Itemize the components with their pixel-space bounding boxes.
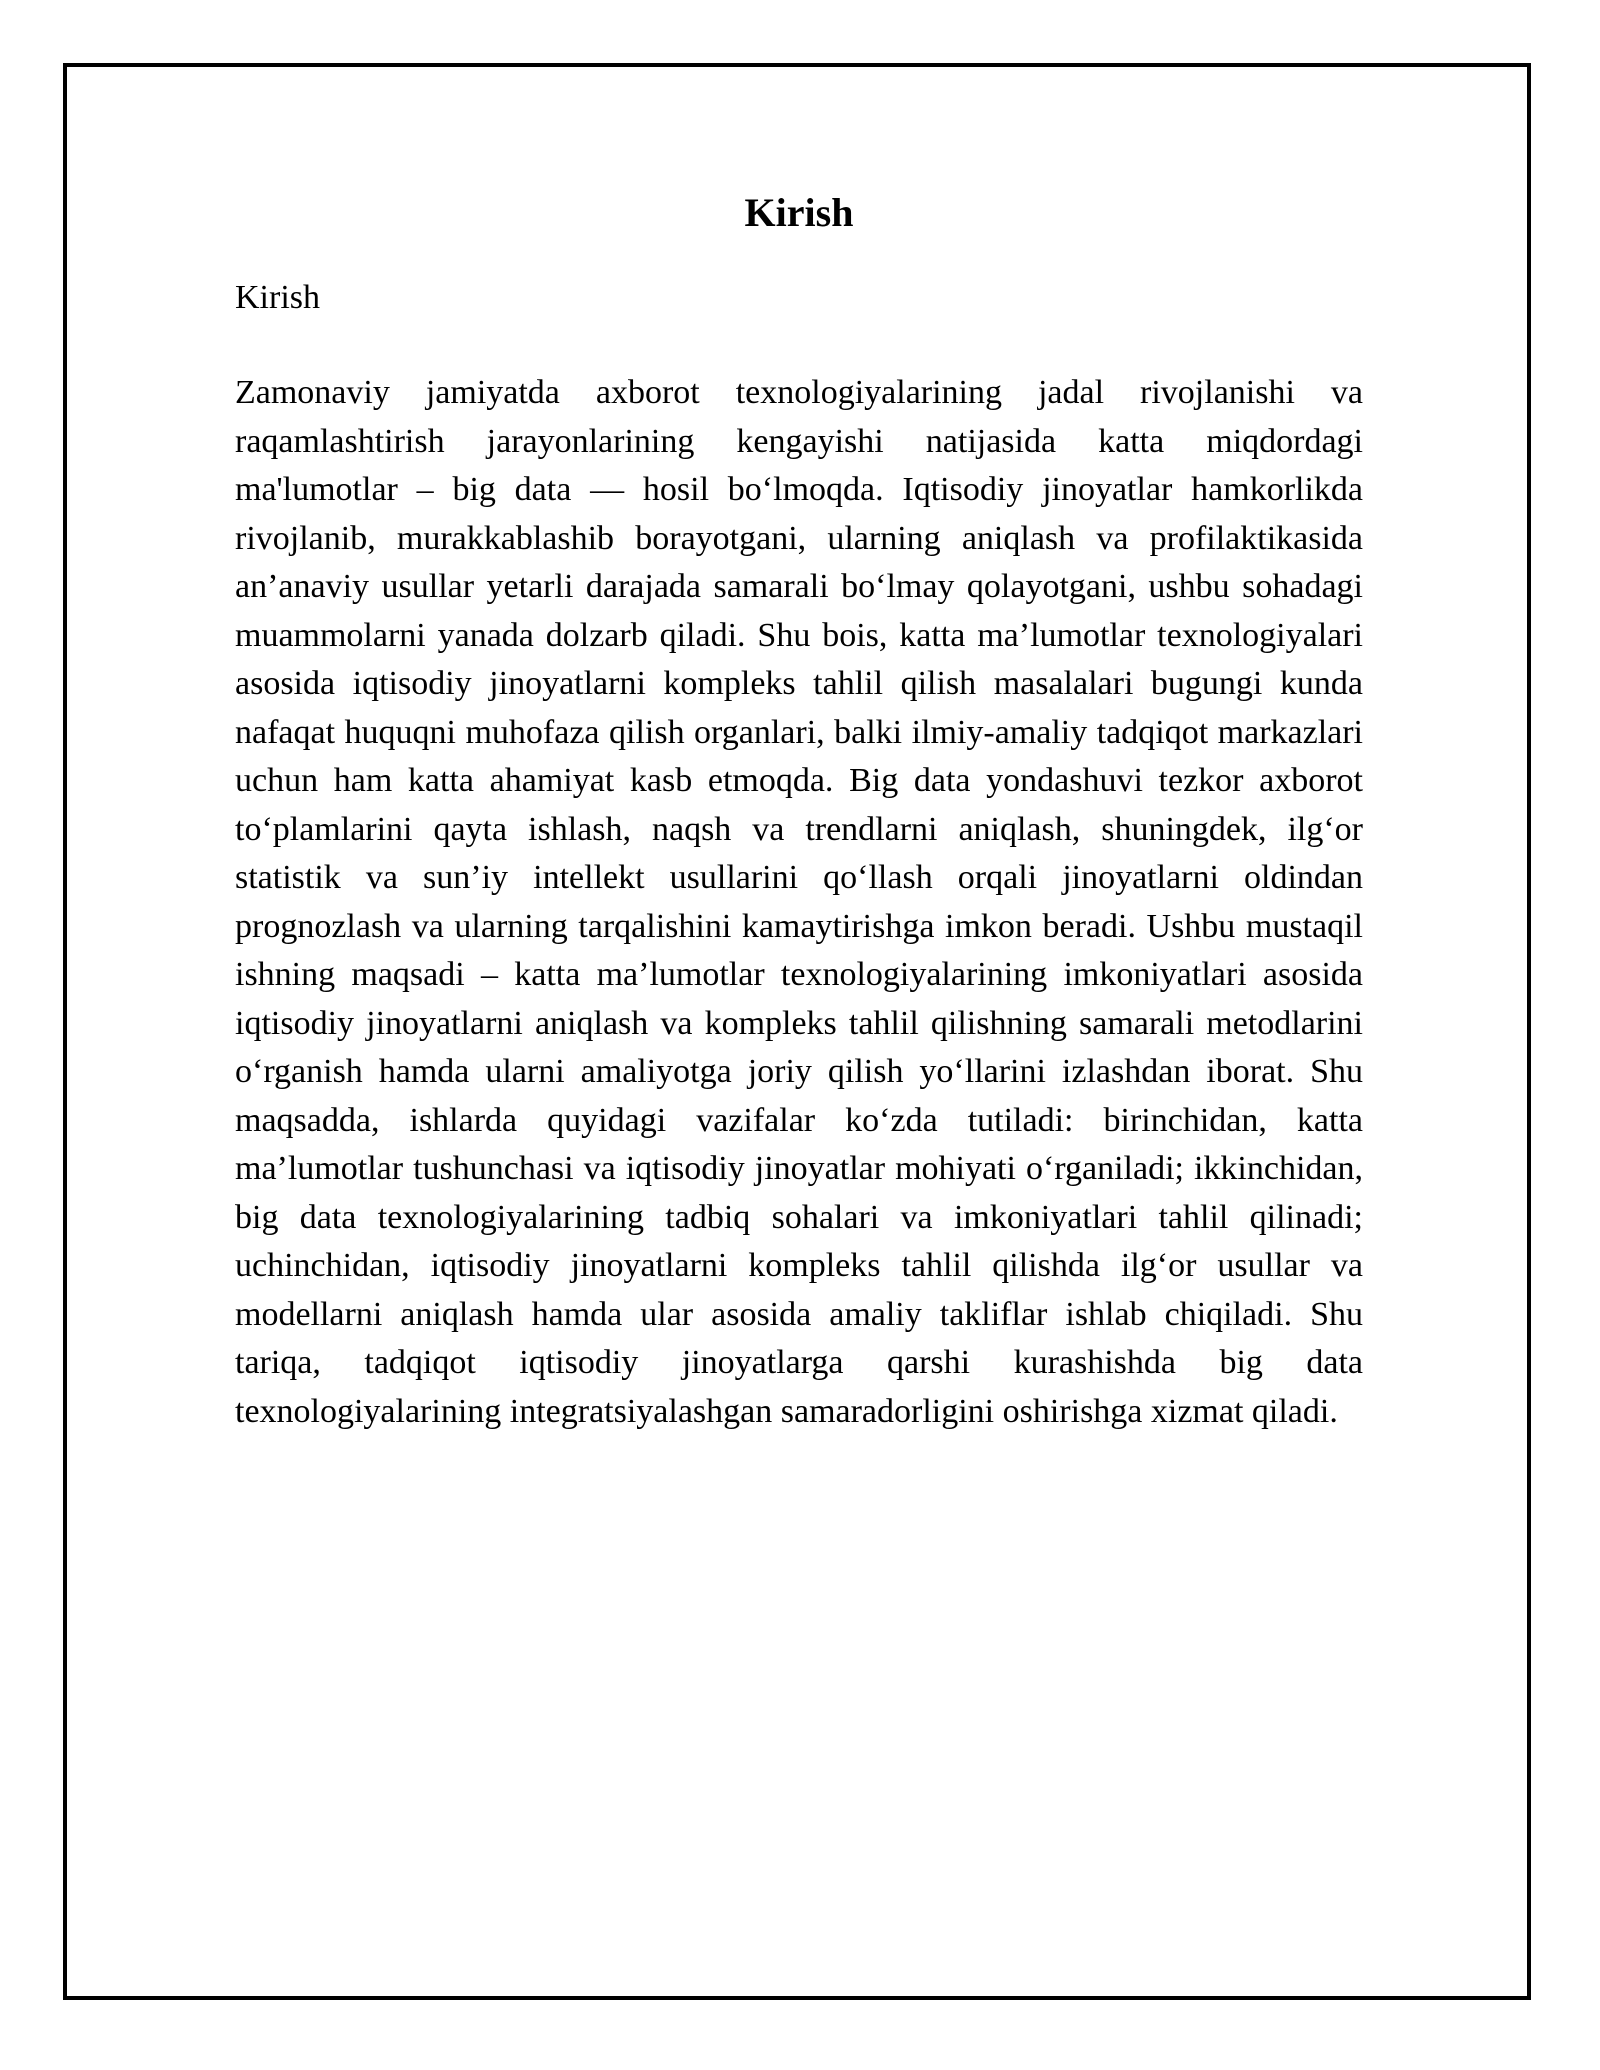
page-title: Kirish [744, 190, 854, 235]
section-heading: Kirish [235, 279, 320, 316]
body-paragraph: Zamonaviy jamiyatda axborot texnologiyalarining jadal rivojlanishi va raqamlashtirish jarayonlarining kengayishi natijasida katta miqdordagi ma'lumotlar – big data — hosil bo‘lmoqda. Iqtisodiy jinoyatlar hamkorlikda rivojlanib, murakkablashib borayotgani, ularning aniqlash va profilaktikasida an’anaviy usullar yetarli darajada samarali bo‘lmay qolayotgani, ushbu sohadagi muammolarni yanada dolzarb qiladi. Shu bois, katta ma’lumotlar texnologiyalari asosida iqtisodiy jinoyatlarni kompleks tahlil qilish masalalari bugungi kunda nafaqat huquqni muhofaza qilish organlari, balki ilmiy-amaliy tadqiqot markazlari uchun ham katta ahamiyat kasb etmoqda. Big data yondashuvi tezkor axborot to‘plamlarini qayta ishlash, naqsh va trendlarni aniqlash, shuningdek, ilg‘or statistik va sun’iy intellekt usullarini qo‘llash orqali jinoyatlarni oldindan prognozlash va ularning tarqalishini kamaytirishga imkon beradi. Ushbu mustaqil ishning maqsadi – katta ma’lumotlar texnologiyalarining imkoniyatlari asosida iqtisodiy jinoyatlarni aniqlash va kompleks tahlil qilishning samarali metodlarini o‘rganish hamda ularni amaliyotga joriy qilish yo‘llarini izlashdan iborat. Shu maqsadda, ishlarda quyidagi vazifalar ko‘zda tutiladi: birinchidan, katta ma’lumotlar tushunchasi va iqtisodiy jinoyatlar mohiyati o‘rganiladi; ikkinchidan, big data texnologiyalarining tadbiq sohalari va imkoniyatlari tahlil qilinadi; uchinchidan, iqtisodiy jinoyatlarni kompleks tahlil qilishda ilg‘or usullar va modellarni aniqlash hamda ular asosida amaliy takliflar ishlab chiqiladi. Shu tariqa, tadqiqot iqtisodiy jinoyatlarga qarshi kurashishda big data texnologiyalarining integratsiyalashgan samaradorligini oshirishga xizmat qiladi. [235, 374, 1363, 1430]
document-content [235, 185, 1363, 1436]
